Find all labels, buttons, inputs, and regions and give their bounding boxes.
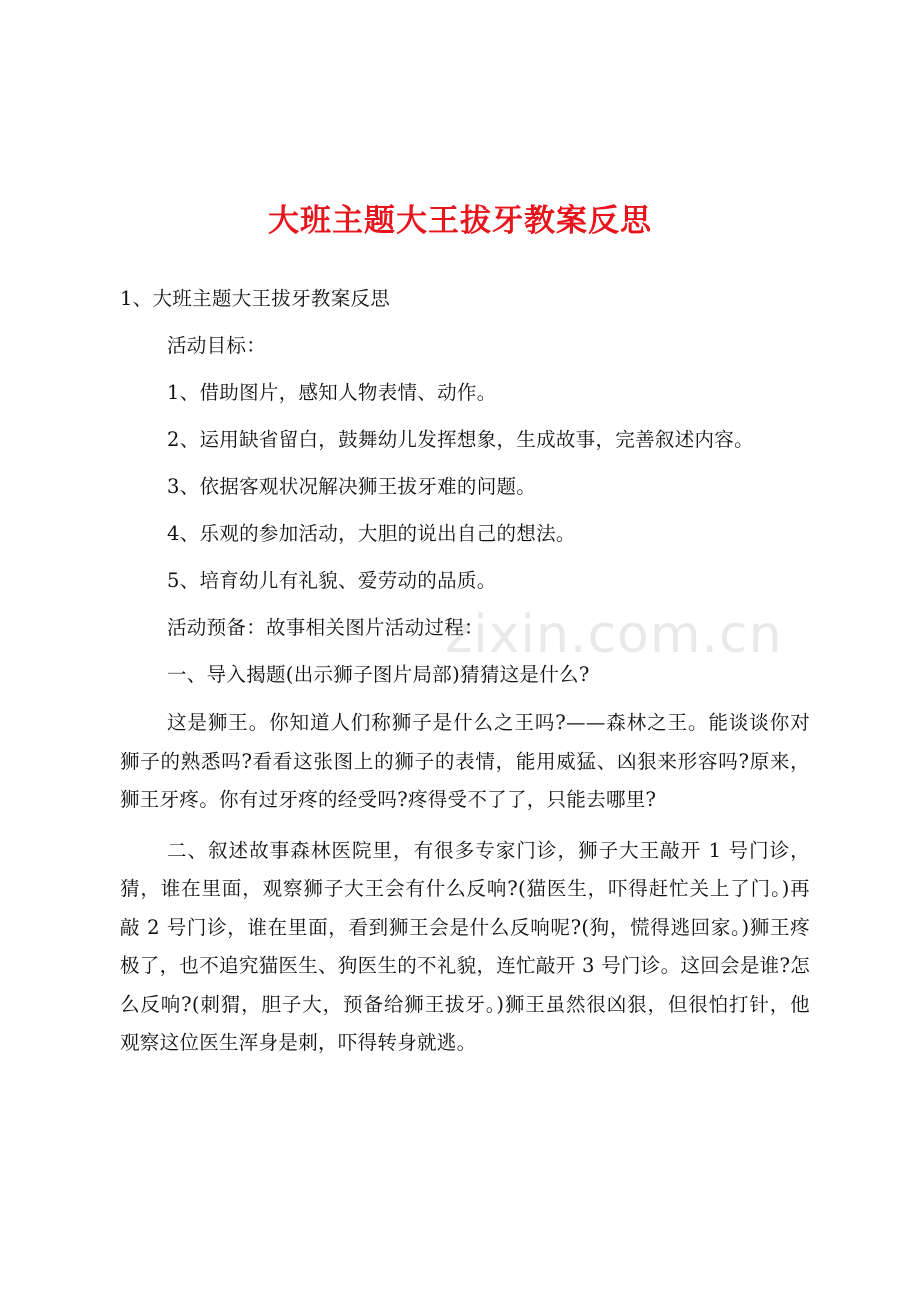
paragraph-goal-1: 1、借助图片，感知人物表情、动作。 bbox=[167, 381, 497, 404]
paragraph-intro: 一、导入揭题(出示狮子图片局部)猜猜这是什么? bbox=[167, 663, 590, 686]
paragraph-goal-4: 4、乐观的参加活动，大胆的说出自己的想法。 bbox=[167, 522, 576, 545]
paragraph-story: 二、叙述故事森林医院里，有很多专家门诊，狮子大王敲开 1 号门诊，猜，谁在里面，观察狮子大王会有什么反响?(猫医生，吓得赶忙关上了门。)再敲 2 号门诊，谁在里面，看到狮王会是什么反响呢?(狗，慌得逃回家。)狮王疼极了，也不追究猫医生、狗医生的不礼貌，连忙敲开 3 号门诊。这回会是谁?怎么反响?(刺猬，胆子大，预备给狮王拔牙。)狮王虽然很凶狠，但很怕打针，他观察这位医生浑身是刺，吓得转身就逃。 bbox=[120, 838, 810, 1054]
document-body bbox=[120, 281, 810, 1075]
paragraph-preparation: 活动预备：故事相关图片活动过程： bbox=[167, 616, 484, 639]
watermark: zixin.com.cn bbox=[445, 605, 783, 665]
paragraph-goal-3: 3、依据客观状况解决狮王拔牙难的问题。 bbox=[167, 475, 537, 498]
document-title: 大班主题大王拔牙教案反思 bbox=[268, 203, 652, 239]
paragraph-goal-5: 5、培育幼儿有礼貌、爱劳动的品质。 bbox=[167, 569, 497, 592]
paragraph-activity-goals: 活动目标： bbox=[167, 334, 267, 357]
paragraph-lion-king: 这是狮王。你知道人们称狮子是什么之王吗?——森林之王。能谈谈你对狮子的熟悉吗?看看这张图上的狮子的表情，能用威猛、凶狠来形容吗?原来，狮王牙疼。你有过牙疼的经受吗?疼得受不了了，只能去哪里? bbox=[120, 711, 810, 811]
paragraph-goal-2: 2、运用缺省留白，鼓舞幼儿发挥想象，生成故事，完善叙述内容。 bbox=[167, 428, 754, 451]
section-heading: 1、大班主题大王拔牙教案反思 bbox=[120, 287, 391, 310]
